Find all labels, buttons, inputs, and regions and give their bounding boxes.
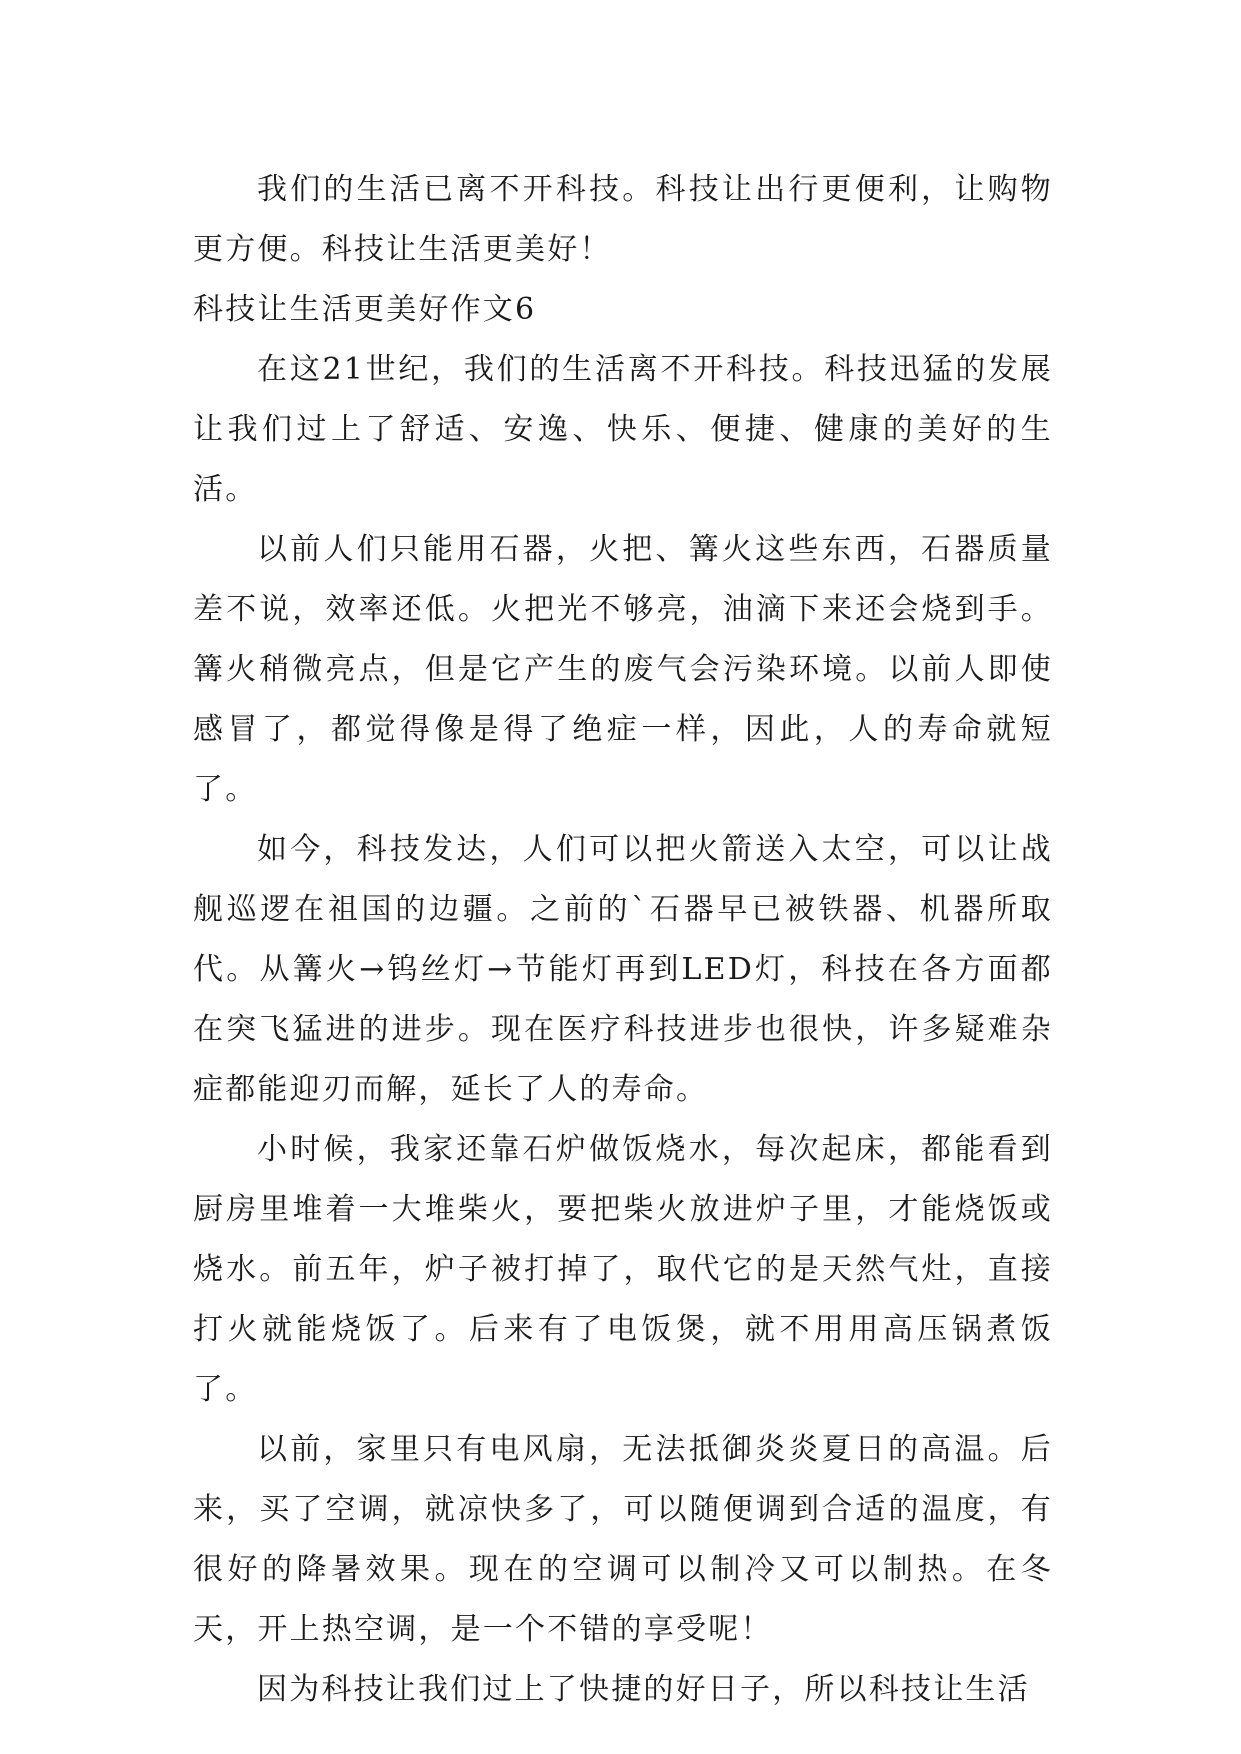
paragraph-past: 以前人们只能用石器，火把、篝火这些东西，石器质量差不说，效率还低。火把光不够亮，油滴下来还会烧到手。篝火稍微亮点，但是它产生的废气会污染环境。以前人即使感冒了，都觉得像是得了绝症一样，因此，人的寿命就短了。 [193, 532, 1053, 807]
essay-title: 科技让生活更美好作文6 [193, 292, 537, 327]
paragraph-air-conditioner: 以前，家里只有电风扇，无法抵御炎炎夏日的高温。后来，买了空调，就凉快多了，可以随便调到合适的温度，有很好的降暑效果。现在的空调可以制冷又可以制热。在冬天，开上热空调，是一个不错的享受呢！ [193, 1432, 1053, 1647]
paragraph-present: 如今，科技发达，人们可以把火箭送入太空，可以让战舰巡逻在祖国的边疆。之前的`石器早已被铁器、机器所取代。从篝火→钨丝灯→节能灯再到LED灯，科技在各方面都在突飞猛进的进步。现在医疗科技进步也很快，许多疑难杂症都能迎刃而解，延长了人的寿命。 [193, 832, 1053, 1107]
paragraph-conclusion: 因为科技让我们过上了快捷的好日子，所以科技让生活 [257, 1672, 1030, 1707]
paragraph-opening: 在这21世纪，我们的生活离不开科技。科技迅猛的发展让我们过上了舒适、安逸、快乐、便捷、健康的美好的生活。 [193, 352, 1053, 507]
document-body [193, 160, 1053, 1720]
paragraph-intro-ending: 我们的生活已离不开科技。科技让出行更便利，让购物更方便。科技让生活更美好！ [193, 172, 1053, 267]
paragraph-childhood: 小时候，我家还靠石炉做饭烧水，每次起床，都能看到厨房里堆着一大堆柴火，要把柴火放进炉子里，才能烧饭或烧水。前五年，炉子被打掉了，取代它的是天然气灶，直接打火就能烧饭了。后来有了电饭煲，就不用用高压锅煮饭了。 [193, 1132, 1053, 1407]
